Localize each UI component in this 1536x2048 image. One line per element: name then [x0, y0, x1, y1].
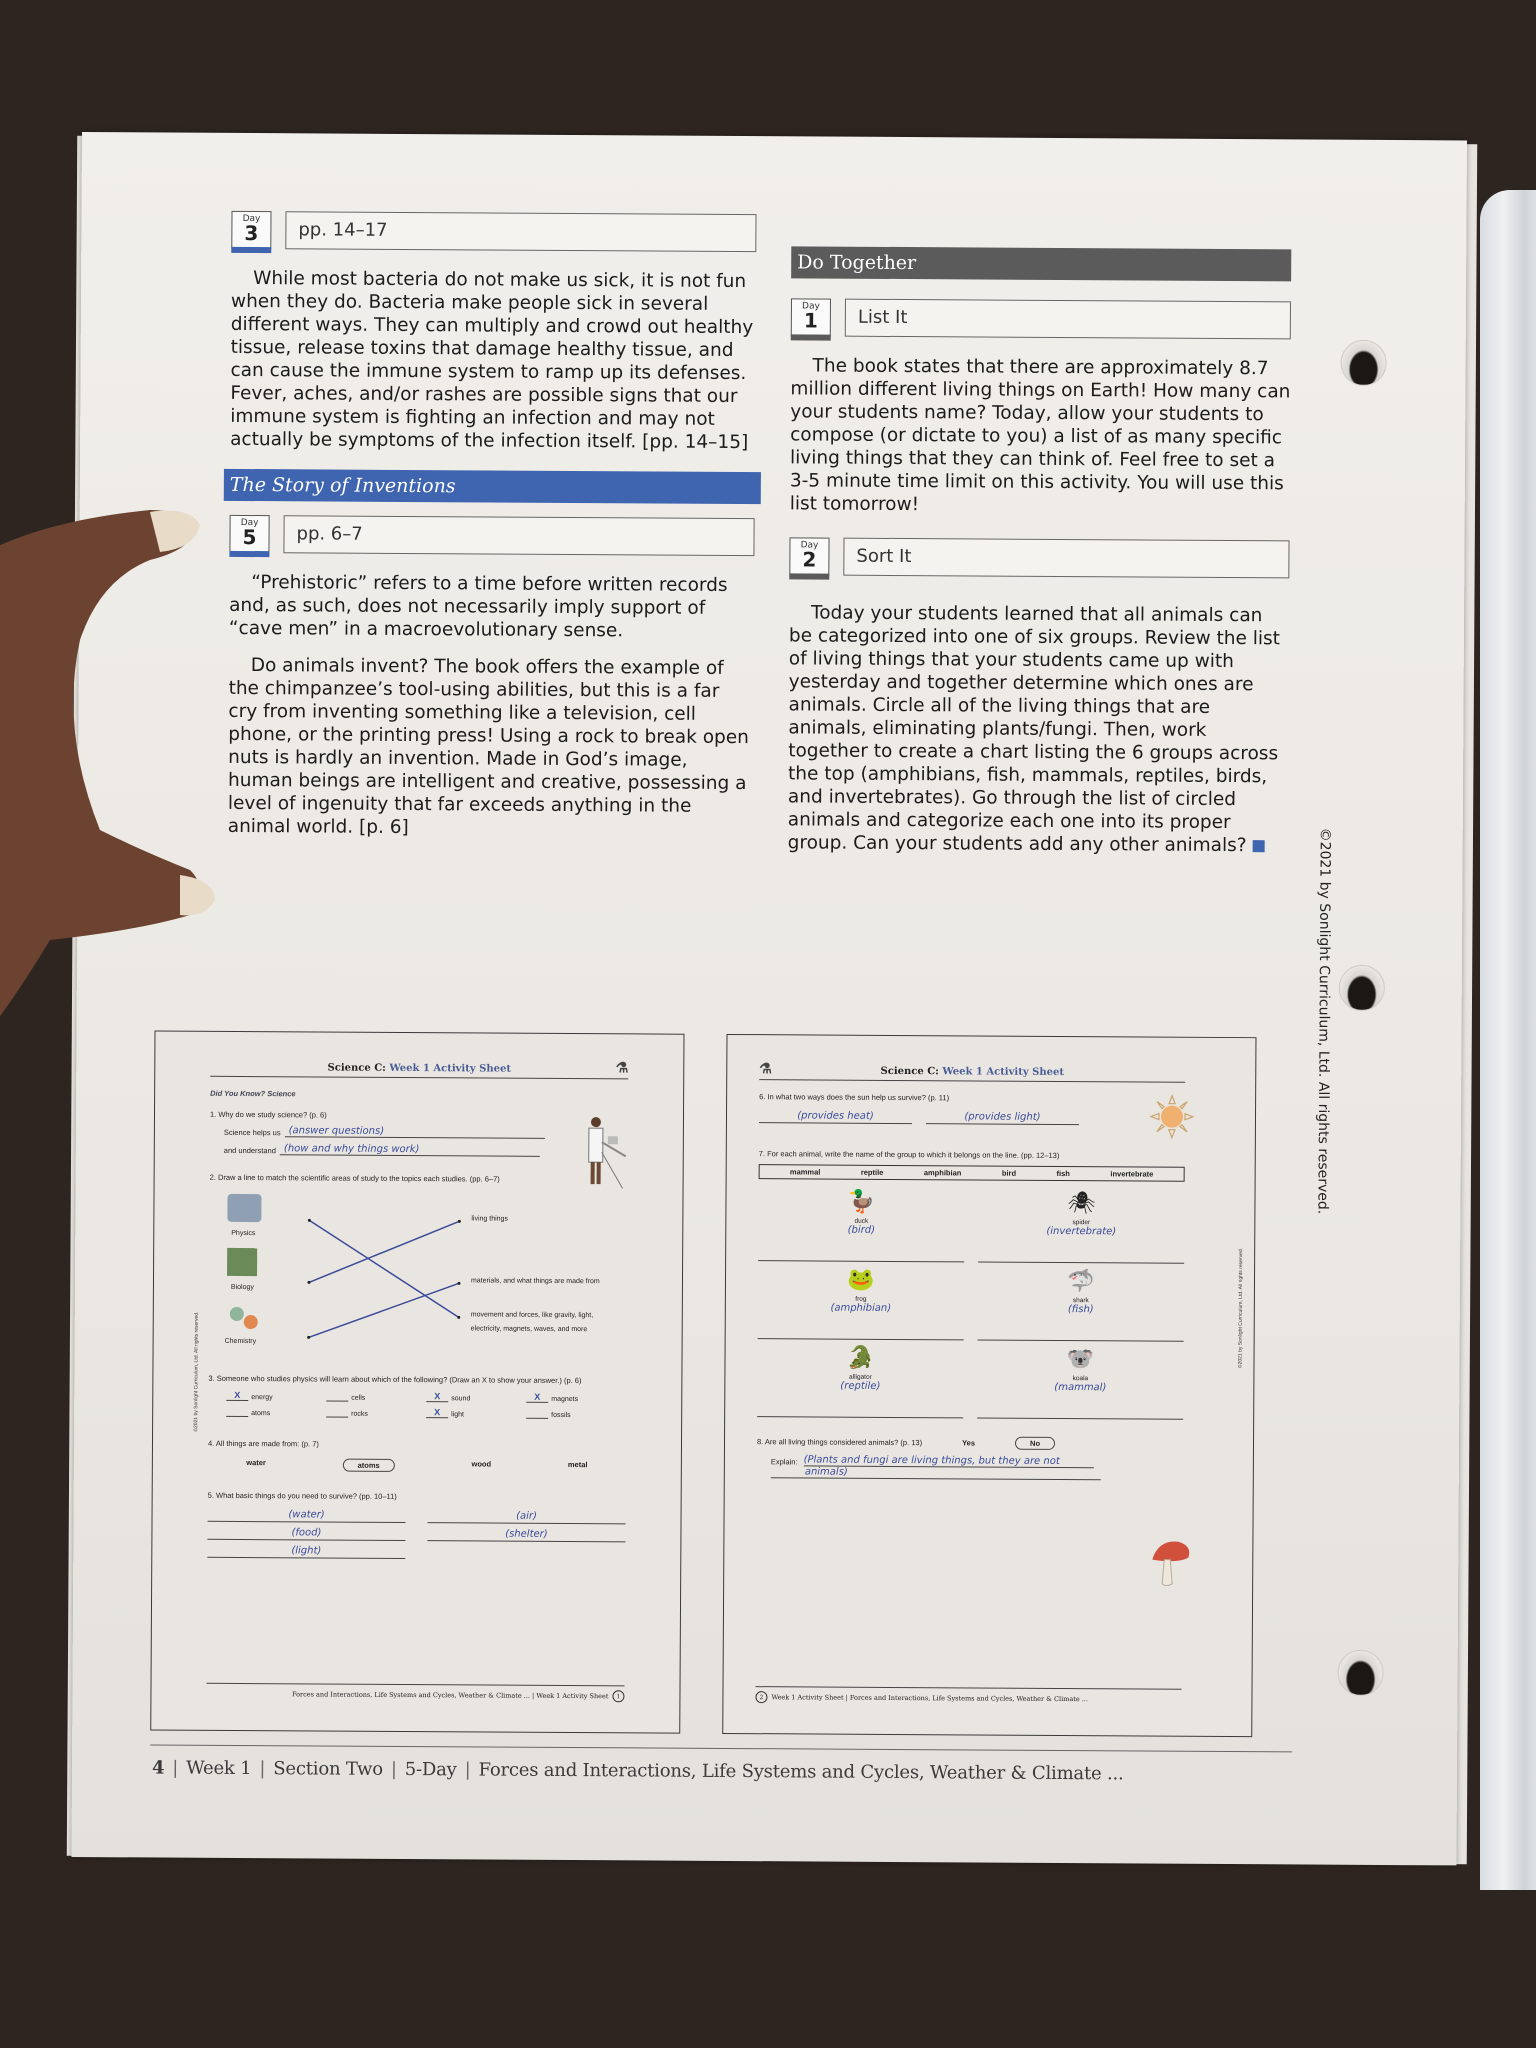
q5-answer-food[interactable]: (food) — [207, 1524, 405, 1541]
day-badge — [229, 515, 269, 553]
group-fish: fish — [1056, 1168, 1070, 1179]
day-label: Day — [802, 301, 820, 312]
activity-sheet-page-2 — [722, 1034, 1256, 1737]
day5-paragraph-1: “Prehistoric” refers to a time before written records and, as such, does not necessarily imply support of “cave men” in a macroevolutionary sense. — [228, 572, 728, 642]
sheet-copyright-vertical: ©2021 by Sonlight Curriculum, Ltd. All rights reserved. — [1237, 1247, 1245, 1369]
day3-header — [231, 211, 756, 252]
day-badge — [789, 537, 829, 575]
day5-paragraph-2: Do animals invent? The book offers the example of the chimpanzee’s tool-using abilities, but this is a far cry from inventing something like a television, cell phone, or the printing press! Using a rock to break open nuts is hardly an invention. Made in God’s image, human beings are intelligent and creative, possessing a level of ingenuity that far exceeds anything in the animal world. [p. 6] — [227, 655, 749, 839]
q5-answer-air[interactable]: (air) — [428, 1507, 626, 1524]
day-number: 5 — [242, 524, 257, 550]
animal-answer[interactable]: (reptile) — [840, 1380, 881, 1392]
animal-name: duck — [854, 1217, 869, 1225]
sheet-footer — [206, 1683, 624, 1703]
question-6: 6. In what two ways does the sun help us survive? (p. 11) — [759, 1092, 950, 1103]
binder-hole-top — [1340, 340, 1386, 386]
animal-name: spider — [1072, 1219, 1091, 1227]
q3-option-sound[interactable] — [426, 1392, 526, 1403]
q5-answer-water[interactable]: (water) — [208, 1506, 406, 1523]
x-mark[interactable]: X — [526, 1393, 548, 1403]
topic-movement-line1: movement and forces, like gravity, light, — [470, 1311, 594, 1320]
section-title-story-of-inventions: The Story of Inventions — [224, 469, 761, 504]
day2-paragraph-text: Today your students learned that all animals can be categorized into one of six groups. Review the list of living things that your students came up with yesterday and together determine which ones are animals. Circle all of the living things that are animals, eliminating plants/fungi. Then, work together to create a chart listing the 6 groups across the top (amphibians, fish, mammals, reptiles, birds, and invertebrates). Go through the list of circled animals and categorize each one into its proper group. Can your students add any other animals? — [787, 602, 1281, 857]
q3-option-rocks[interactable] — [326, 1408, 426, 1419]
day1-paragraph: The book states that there are approximately 8.7 million different living things on Earth! How many can your students name? Today, allow your students to compose (or dictate to you) a list of as many specific living things that they can think of. Feel free to set a 3-5 minute time limit on this activity. You will use this list tomorrow! — [789, 355, 1291, 516]
question-8: 8. Are all living things considered animals? (p. 13) — [756, 1437, 923, 1448]
sheet-page-number: 1 — [612, 1690, 624, 1702]
q7-animals — [757, 1183, 1184, 1420]
frog-icon: 🐸 — [847, 1266, 875, 1292]
x-mark[interactable]: X — [226, 1391, 248, 1401]
area-physics: Physics — [231, 1229, 256, 1238]
q5-answer-shelter[interactable]: (shelter) — [427, 1525, 625, 1542]
choice-metal[interactable]: metal — [567, 1459, 588, 1470]
x-mark[interactable] — [326, 1401, 348, 1402]
day-label: Day — [800, 540, 819, 551]
page-footer: 4 | Week 1 | Section Two | 5-Day | Forces and Interactions, Life Systems and Cycles, Weather & Climate ... — [151, 1757, 1124, 1785]
sheet-header-prefix: Science C: — [880, 1065, 943, 1078]
x-mark[interactable] — [526, 1418, 548, 1419]
animal-shark — [978, 1262, 1184, 1341]
q6-answer-heat[interactable]: (provides heat) — [759, 1107, 912, 1124]
animal-answer[interactable]: (mammal) — [1054, 1381, 1107, 1394]
sun-illustration — [1149, 1094, 1195, 1140]
q1-line-1 — [224, 1125, 628, 1139]
right-column — [788, 246, 1292, 871]
q3-option-atoms[interactable] — [226, 1407, 326, 1418]
koala-icon: 🐨 — [1066, 1346, 1095, 1372]
question-7: 7. For each animal, write the name of the group to which it belongs on the line. (pp. 12–13) — [758, 1149, 1060, 1160]
footer-schedule: 5-Day — [404, 1759, 457, 1781]
animal-name: koala — [1072, 1375, 1089, 1383]
sheet-subtitle: Did You Know? Science — [210, 1088, 296, 1099]
topic-living-things: living things — [471, 1215, 508, 1223]
animal-spider — [978, 1184, 1184, 1263]
question-4: 4. All things are made from: (p. 7) — [207, 1438, 319, 1449]
sheet-copyright-vertical: ©2021 by Sonlight Curriculum, Ltd. All rights reserved. — [193, 1311, 200, 1432]
animal-answer[interactable]: (fish) — [1067, 1304, 1094, 1316]
day-label: Day — [242, 213, 261, 225]
day1-header — [791, 298, 1291, 339]
q3-option-cells[interactable] — [326, 1392, 426, 1403]
q1-line1-label: Science helps us — [223, 1127, 281, 1138]
end-mark-icon — [1253, 840, 1265, 852]
q8-explain-label: Explain: — [770, 1457, 798, 1467]
day3-title: pp. 14–17 — [285, 211, 756, 252]
x-mark[interactable] — [326, 1417, 348, 1418]
group-mammal: mammal — [789, 1167, 821, 1177]
q8-option-yes[interactable]: Yes — [962, 1438, 976, 1448]
area-chemistry: Chemistry — [224, 1337, 257, 1346]
day-number: 1 — [803, 308, 818, 333]
day-number: 2 — [802, 547, 817, 572]
sheet-header-prefix: Science C: — [327, 1062, 390, 1074]
option-label: energy — [251, 1394, 273, 1402]
group-amphibian: amphibian — [923, 1168, 962, 1178]
animal-answer[interactable]: (amphibian) — [830, 1302, 892, 1314]
sheet-header-title: Week 1 Activity Sheet — [389, 1062, 512, 1075]
option-label: atoms — [251, 1410, 271, 1418]
x-mark[interactable]: X — [426, 1408, 448, 1418]
activity-sheet-page-1 — [150, 1030, 684, 1733]
q3-option-light[interactable] — [426, 1408, 526, 1419]
sheet-footer — [755, 1686, 1181, 1706]
duck-icon: 🦆 — [847, 1188, 876, 1214]
question-1: 1. Why do we study science? (p. 6) — [209, 1109, 327, 1120]
side-copyright: ©2021 by Sonlight Curriculum, Ltd. All rights reserved. — [1314, 827, 1333, 1215]
scientist-illustration — [578, 1112, 628, 1192]
q8-explain-answer-line1[interactable]: (Plants and fungi are living things, but they are not — [804, 1454, 1094, 1468]
sheet-footer-text: Forces and Interactions, Life Systems and Cycles, Weather & Climate ... | Week 1 Activity Sheet — [291, 1690, 609, 1701]
q4-choices — [208, 1458, 626, 1474]
footer-section: Section Two — [273, 1758, 384, 1780]
q1-line-2 — [224, 1143, 628, 1157]
binder-hole-bottom — [1337, 1650, 1383, 1696]
choice-atoms-selected[interactable]: atoms — [343, 1459, 395, 1472]
q1-line1-answer[interactable]: (answer questions) — [285, 1125, 545, 1139]
question-8-row — [757, 1435, 1183, 1451]
question-2: 2. Draw a line to match the scientific areas of study to the topics each studies. (pp. 6–7) — [209, 1172, 500, 1184]
shark-icon: 🦈 — [1067, 1268, 1095, 1294]
group-invertebrate: invertebrate — [1110, 1169, 1154, 1179]
topic-materials: materials, and what things are made from — [470, 1277, 600, 1286]
animal-duck — [758, 1183, 964, 1262]
option-label: rocks — [351, 1410, 368, 1418]
area-biology: Biology — [230, 1283, 254, 1292]
alligator-icon: 🐊 — [846, 1344, 875, 1370]
sheet-page-number: 2 — [755, 1691, 767, 1703]
animal-name: frog — [855, 1295, 867, 1303]
animal-name: alligator — [848, 1373, 872, 1381]
q5-answers — [207, 1506, 625, 1561]
left-column — [228, 211, 757, 855]
q8-option-no-selected[interactable]: No — [1015, 1437, 1055, 1450]
spider-icon: 🕷 — [1067, 1190, 1096, 1216]
choice-wood[interactable]: wood — [471, 1459, 492, 1469]
microscope-icon: ⚗ — [759, 1061, 772, 1078]
q6-answers — [759, 1107, 1079, 1125]
animal-answer[interactable]: (invertebrate) — [1046, 1225, 1117, 1238]
q7-group-bank — [759, 1164, 1185, 1182]
sheet-header — [210, 1062, 628, 1080]
day-badge — [231, 211, 271, 249]
question-3: 3. Someone who studies physics will learn about which of the following? (Draw an X to show your answer.) (p. 6) — [208, 1373, 582, 1386]
day2-title: Sort It — [843, 538, 1289, 579]
q8-explain-answer-line2[interactable]: animals) — [771, 1466, 1101, 1480]
page-stack-edge — [1480, 190, 1536, 1890]
option-label: magnets — [551, 1395, 579, 1404]
footer-rule — [150, 1744, 1292, 1752]
microscope-icon: ⚗ — [615, 1060, 629, 1077]
day5-header — [229, 515, 754, 556]
day2-header — [789, 537, 1289, 578]
animal-koala — [977, 1340, 1183, 1419]
day-label: Day — [240, 517, 259, 529]
choice-water[interactable]: water — [246, 1458, 266, 1468]
q5-answer-light[interactable]: (light) — [207, 1542, 405, 1559]
animal-name: shark — [1072, 1297, 1089, 1305]
day5-title: pp. 6–7 — [283, 515, 754, 556]
q1-line2-answer[interactable]: (how and why things work) — [280, 1143, 540, 1157]
day2-paragraph — [788, 601, 1290, 857]
day-number: 3 — [244, 220, 259, 246]
curriculum-page — [71, 132, 1467, 1865]
q3-options — [226, 1391, 626, 1419]
animal-frog — [758, 1261, 964, 1340]
page-number: 4 — [151, 1757, 165, 1779]
q3-option-magnets[interactable] — [526, 1393, 626, 1404]
q3-option-energy[interactable] — [226, 1391, 326, 1402]
sheet-footer-text: Week 1 Activity Sheet | Forces and Interactions, Life Systems and Cycles, Weather & Climate ... — [771, 1693, 1088, 1704]
topic-movement-line2: electricity, magnets, waves, and more — [470, 1325, 588, 1334]
question-5: 5. What basic things do you need to survive? (pp. 10–11) — [207, 1490, 397, 1501]
option-label: light — [451, 1411, 465, 1419]
q1-line2-label: and understand — [223, 1145, 276, 1156]
animal-alligator — [757, 1339, 963, 1418]
option-label: sound — [451, 1395, 471, 1403]
group-bird: bird — [1001, 1168, 1017, 1178]
x-mark[interactable]: X — [426, 1392, 448, 1402]
day-badge — [791, 298, 831, 336]
animal-answer[interactable]: (bird) — [847, 1224, 876, 1236]
footer-week: Week 1 — [186, 1757, 252, 1780]
q6-answer-light[interactable]: (provides light) — [926, 1108, 1079, 1125]
x-mark[interactable] — [226, 1416, 248, 1417]
q3-option-fossils[interactable] — [526, 1409, 626, 1420]
binder-hole-middle — [1339, 965, 1385, 1011]
day3-paragraph: While most bacteria do not make us sick, it is not fun when they do. Bacteria make people sick in several different ways. They can multiply and crowd out healthy tissue, release toxins that damage healthy tissue, and can cause the immune system to ramp up its defenses. Fever, aches, and/or rashes are possible signs that our immune system is fighting an infection and may not actually be symptoms of the infection itself. [pp. 14–15] — [230, 268, 754, 454]
sheet-header — [759, 1061, 1185, 1083]
group-reptile: reptile — [860, 1167, 884, 1177]
section-title-do-together: Do Together — [791, 246, 1291, 281]
matching-area — [208, 1192, 627, 1365]
sheet-header-title: Week 1 Activity Sheet — [942, 1066, 1065, 1079]
footer-title: Forces and Interactions, Life Systems and Cycles, Weather & Climate ... — [478, 1759, 1124, 1785]
day1-title: List It — [845, 299, 1291, 340]
mushroom-illustration — [1148, 1538, 1192, 1588]
option-label: cells — [351, 1394, 366, 1402]
option-label: fossils — [551, 1411, 571, 1420]
